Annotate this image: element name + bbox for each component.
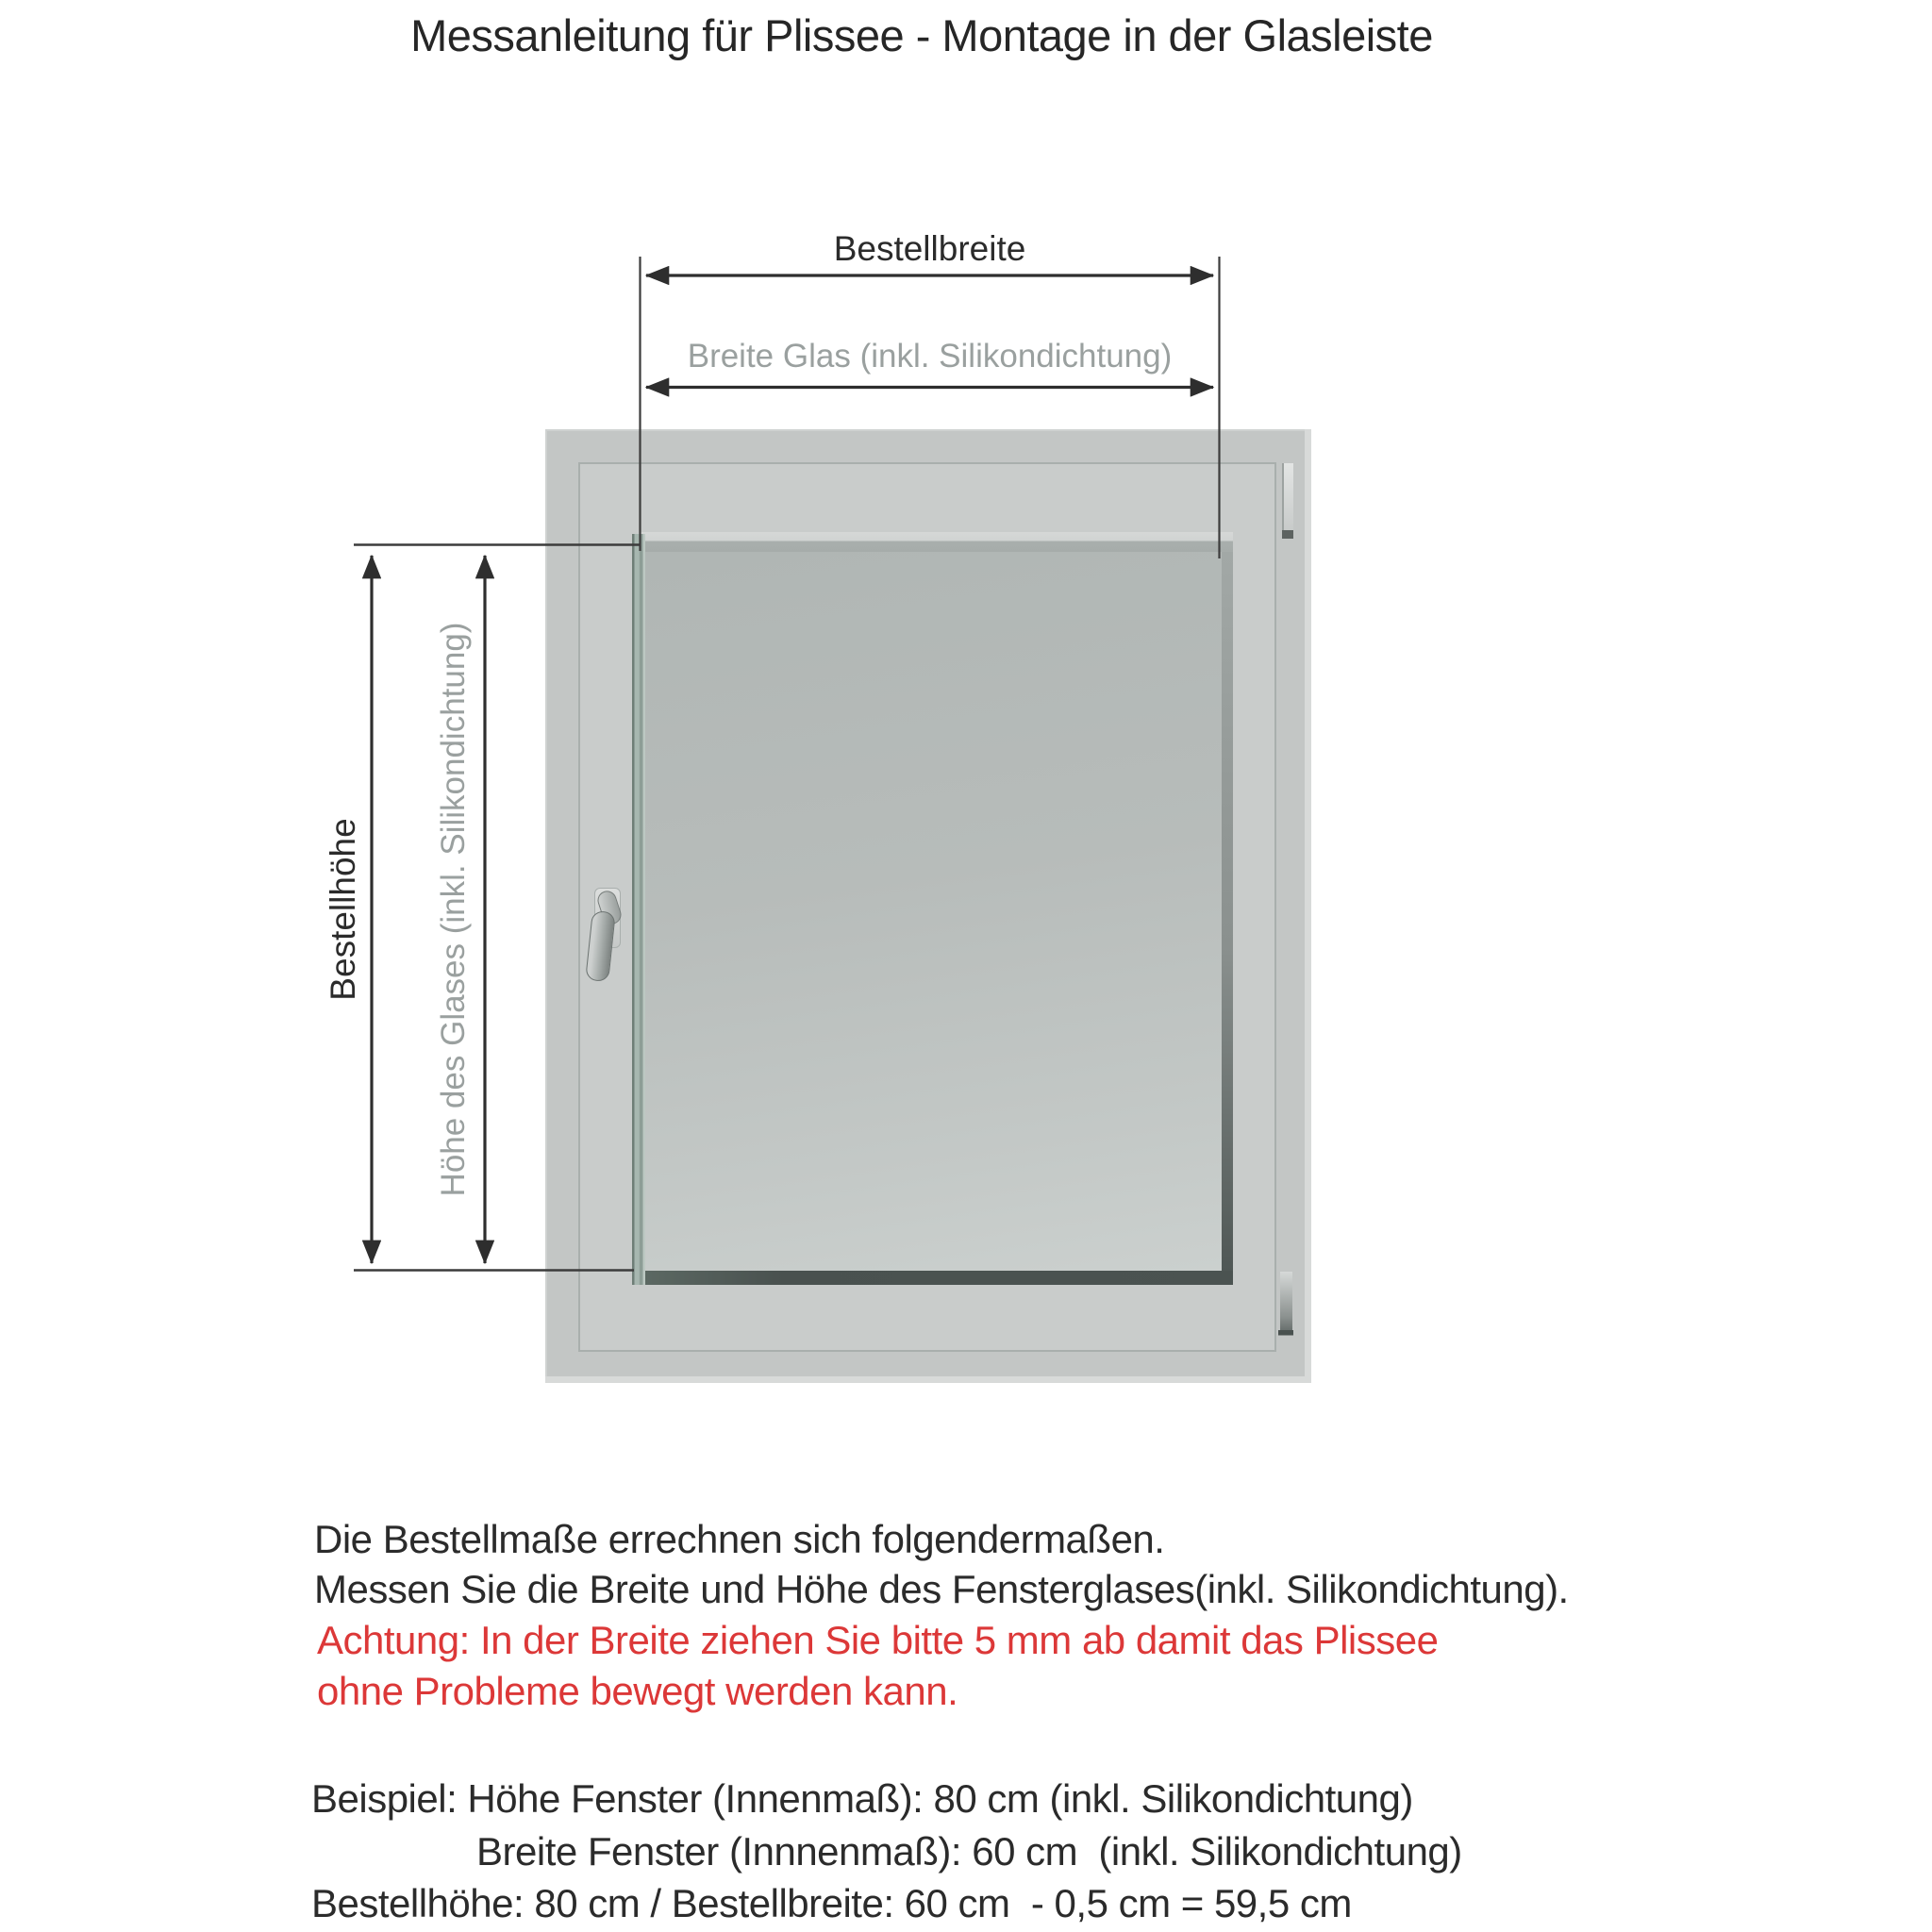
glazing-bead: [640, 532, 1233, 554]
label-glass-width: Breite Glas (inkl. Silikondichtung): [687, 338, 1173, 375]
warning-line-1: Achtung: In der Breite ziehen Sie bitte 5 mm ab damit das Plissee: [317, 1618, 1439, 1662]
hinge-top-cap: [1282, 530, 1293, 539]
hinge-bottom: [1280, 1272, 1292, 1336]
glass-bottom-bevel: [632, 1271, 1233, 1285]
window-glass: [645, 552, 1222, 1271]
label-order-height: Bestellhöhe: [324, 818, 362, 1001]
instruction-intro-line-1: Die Bestellmaße errechnen sich folgendermaßen.: [314, 1517, 1165, 1561]
glass-right-bevel: [1222, 552, 1233, 1271]
label-glass-height: Höhe des Glases (inkl. Silikondichtung): [435, 622, 472, 1197]
hinge-top: [1282, 463, 1293, 535]
instruction-intro-line-2: Messen Sie die Breite und Höhe des Fensterglases(inkl. Silikondichtung).: [314, 1567, 1569, 1611]
example-line-1: Beispiel: Höhe Fenster (Innenmaß): 80 cm (inkl. Silikondichtung): [311, 1776, 1413, 1821]
example-line-2: Breite Fenster (Innnenmaß): 60 cm (inkl. Silikondichtung): [476, 1829, 1462, 1874]
page-title: Messanleitung für Plissee - Montage in der Glasleiste: [410, 10, 1433, 60]
warning-line-2: ohne Probleme bewegt werden kann.: [317, 1669, 958, 1713]
hinge-bottom-foot: [1278, 1330, 1293, 1347]
glass-edge-seal: [632, 534, 645, 1285]
example-line-3: Bestellhöhe: 80 cm / Bestellbreite: 60 cm - 0,5 cm = 59,5 cm: [311, 1881, 1352, 1925]
label-order-width: Bestellbreite: [833, 229, 1026, 268]
